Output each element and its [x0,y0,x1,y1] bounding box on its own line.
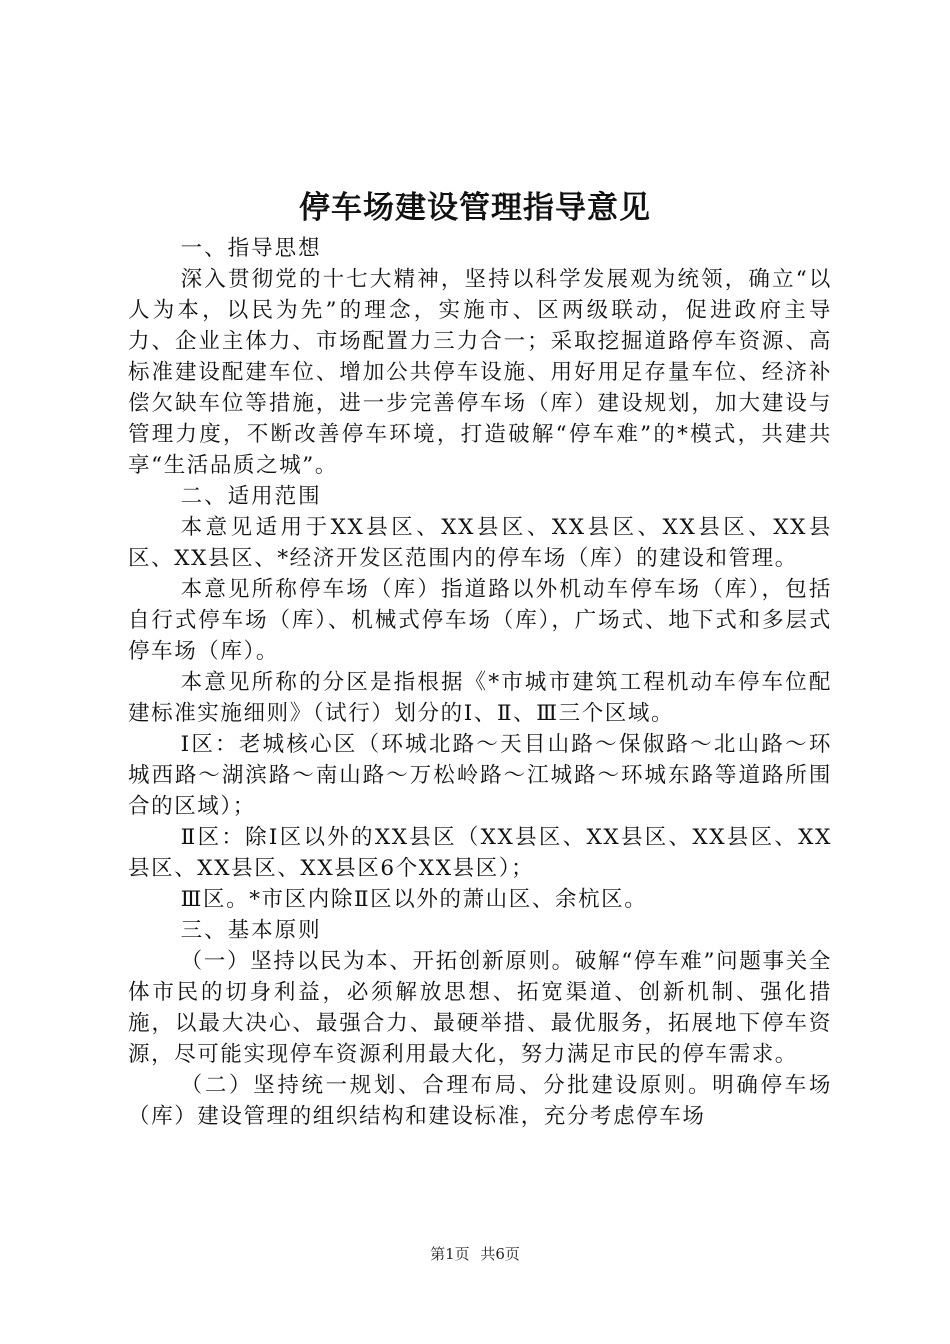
section-heading: 二、适用范围 [180,484,322,509]
section-heading: 一、指导思想 [180,236,322,261]
section-heading: 三、基本原则 [180,918,322,943]
paragraph: 本意见适用于XX县区、XX县区、XX县区、XX县区、XX县区、XX县区、*经济开发区范围内的停车场（库）的建设和管理。 [128,515,832,571]
paragraph: Ⅱ区：除Ⅰ区以外的XX县区（XX县区、XX县区、XX县区、XX县区、XX县区、XX县区6个XX县区）； [128,825,832,881]
document-body [128,233,832,1132]
paragraph: Ⅲ区。*市区内除Ⅱ区以外的萧山区、余杭区。 [180,887,648,912]
paragraph: 本意见所称的分区是指根据《*市城市建筑工程机动车停车位配建标准实施细则》（试行）划分的Ⅰ、Ⅱ、Ⅲ三个区域。 [128,670,832,726]
paragraph: 深入贯彻党的十七大精神，坚持以科学发展观为统领，确立“以人为本，以民为先”的理念，实施市、区两级联动，促进政府主导力、企业主体力、市场配置力三力合一；采取挖掘道路停车资源、高标准建设配建车位、增加公共停车设施、用好用足存量车位、经济补偿欠缺车位等措施，进一步完善停车场（库）建设规划，加大建设与管理力度，不断改善停车环境，打造破解“停车难”的*模式，共建共享“生活品质之城”。 [128,267,832,478]
paragraph: Ⅰ区：老城核心区（环城北路～天目山路～保俶路～北山路～环城西路～湖滨路～南山路～万松岭路～江城路～环城东路等道路所围合的区域）； [128,732,832,819]
paragraph: （一）坚持以民为本、开拓创新原则。破解“停车难”问题事关全体市民的切身利益，必须解放思想、拓宽渠道、创新机制、强化措施，以最大决心、最强合力、最硬举措、最优服务，拓展地下停车资源，尽可能实现停车资源利用最大化，努力满足市民的停车需求。 [128,949,832,1067]
paragraph: （二）坚持统一规划、合理布局、分批建设原则。明确停车场（库）建设管理的组织结构和建设标准，充分考虑停车场 [128,1073,832,1129]
page-total: 共6页 [480,1245,520,1263]
document-title: 停车场建设管理指导意见 [299,190,651,226]
page-footer [0,1244,950,1264]
paragraph: 本意见所称停车场（库）指道路以外机动车停车场（库），包括自行式停车场（库）、机械式停车场（库），广场式、地下式和多层式停车场（库）。 [128,577,832,664]
page-number: 第1页 [430,1245,470,1263]
